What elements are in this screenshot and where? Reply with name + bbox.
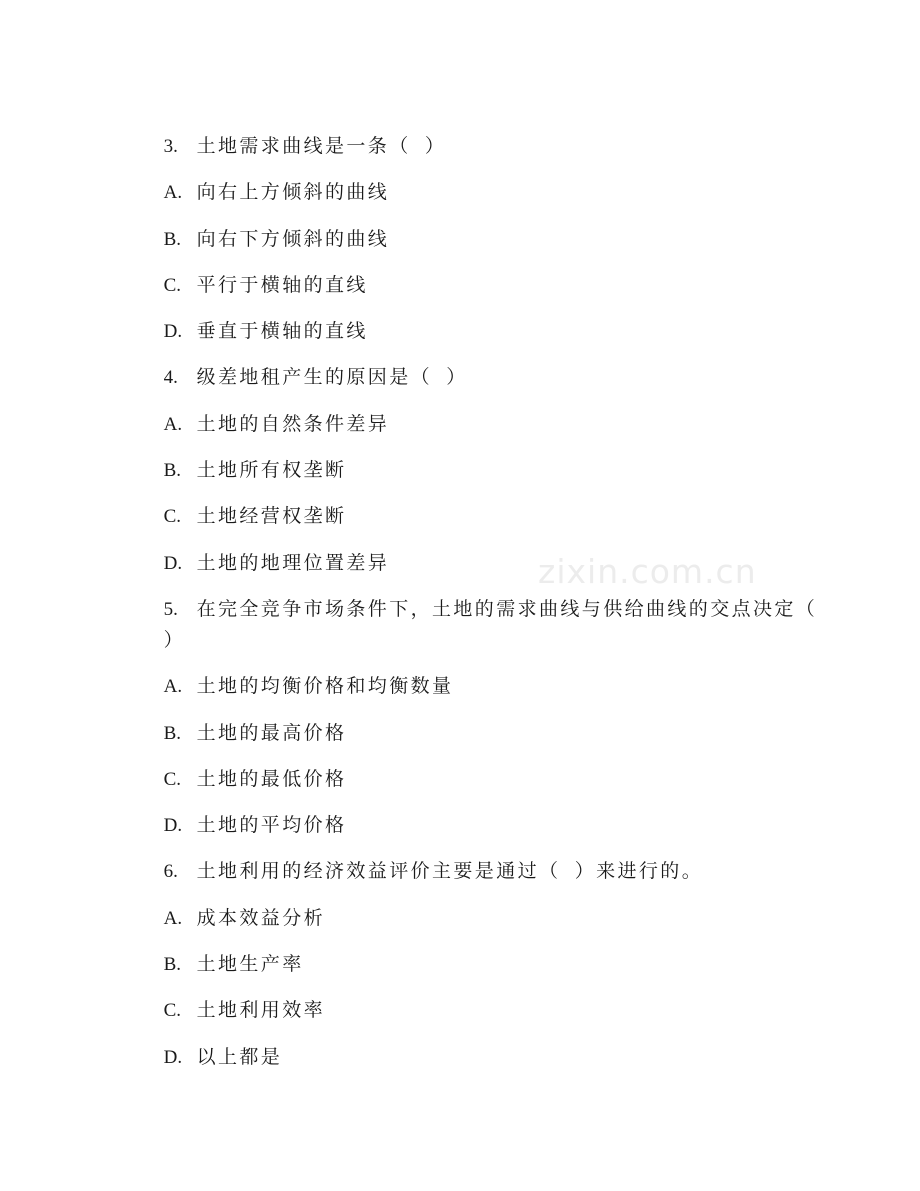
option-text: 土地的地理位置差异 <box>196 552 390 574</box>
option-text: 土地经营权垄断 <box>196 506 347 528</box>
option-d <box>135 296 835 343</box>
option-d <box>135 1022 835 1068</box>
option-label: B. <box>163 954 182 976</box>
option-c <box>135 481 835 528</box>
option-label: B. <box>163 228 182 250</box>
option-text: 成本效益分析 <box>196 907 326 929</box>
question-number: 6. <box>163 861 178 883</box>
question-number: 3. <box>163 136 178 157</box>
option-text: 平行于横轴的直线 <box>196 274 368 296</box>
option-d <box>135 790 835 837</box>
question-text: 土地需求曲线是一条（ ） <box>196 136 447 157</box>
option-b <box>135 698 835 744</box>
option-label: C. <box>163 1000 182 1022</box>
option-text: 以上都是 <box>196 1046 283 1068</box>
option-b <box>135 435 835 482</box>
option-b <box>135 929 835 976</box>
question-number: 5. <box>163 598 178 620</box>
option-label: D. <box>163 321 183 343</box>
option-label: D. <box>163 1046 183 1068</box>
option-c <box>135 250 835 296</box>
question-text: 级差地租产生的原因是（ ） <box>196 367 468 389</box>
option-c <box>135 744 835 790</box>
option-label: A. <box>163 676 183 698</box>
option-text: 土地的最低价格 <box>196 768 347 790</box>
option-a <box>135 883 835 929</box>
option-label: D. <box>163 552 183 574</box>
watermark: zixin.com.cn <box>538 552 757 591</box>
option-text: 土地生产率 <box>196 954 304 976</box>
option-text: 土地所有权垄断 <box>196 460 347 482</box>
question-5 <box>135 574 835 620</box>
option-label: A. <box>163 907 183 929</box>
option-b <box>135 204 835 250</box>
question-number: 4. <box>163 367 178 389</box>
option-text: 土地的平均价格 <box>196 815 347 837</box>
question-text: 在完全竞争市场条件下，土地的需求曲线与供给曲线的交点决定（ <box>196 598 818 620</box>
option-label: B. <box>163 722 182 744</box>
question-text-continued: ） <box>163 629 186 651</box>
option-text: 向右下方倾斜的曲线 <box>196 228 390 250</box>
option-text: 土地利用效率 <box>196 1000 326 1022</box>
option-label: A. <box>163 182 183 204</box>
option-a <box>135 157 835 204</box>
document-page <box>135 111 835 1068</box>
option-label: C. <box>163 274 182 296</box>
question-text: 土地利用的经济效益评价主要是通过（ ）来进行的。 <box>196 861 704 883</box>
option-label: C. <box>163 768 182 790</box>
option-label: C. <box>163 506 182 528</box>
option-text: 土地的均衡价格和均衡数量 <box>196 676 454 698</box>
option-text: 土地的最高价格 <box>196 722 347 744</box>
option-label: B. <box>163 460 182 482</box>
option-label: A. <box>163 413 183 435</box>
option-text: 向右上方倾斜的曲线 <box>196 182 390 204</box>
option-text: 土地的自然条件差异 <box>196 413 390 435</box>
option-label: D. <box>163 815 183 837</box>
question-6 <box>135 836 835 883</box>
option-a <box>135 389 835 435</box>
option-text: 垂直于横轴的直线 <box>196 321 368 343</box>
option-c <box>135 975 835 1022</box>
option-a <box>135 651 835 698</box>
question-4 <box>135 342 835 389</box>
question-3 <box>135 111 835 157</box>
